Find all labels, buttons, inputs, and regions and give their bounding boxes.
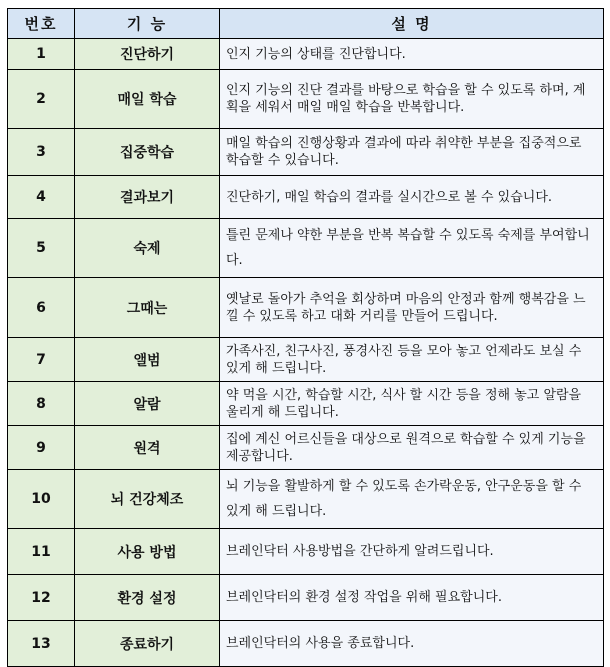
row-description: 옛날로 돌아가 추억을 회상하며 마음의 안정과 함께 행복감을 느낄 수 있도록 하고 대화 거리를 만들어 드립니다. <box>220 278 604 338</box>
row-function: 숙제 <box>75 219 220 278</box>
row-number: 4 <box>8 176 75 219</box>
row-description: 인지 기능의 진단 결과를 바탕으로 학습을 할 수 있도록 하며, 계획을 세워서 매일 매일 학습을 반복합니다. <box>220 70 604 129</box>
row-function: 매일 학습 <box>75 70 220 129</box>
row-number: 3 <box>8 129 75 176</box>
row-function: 앨범 <box>75 338 220 382</box>
table-row <box>8 278 604 338</box>
row-function: 원격 <box>75 426 220 470</box>
row-function: 알람 <box>75 382 220 426</box>
table-row <box>8 382 604 426</box>
row-function: 사용 방법 <box>75 529 220 575</box>
row-function: 결과보기 <box>75 176 220 219</box>
row-description: 가족사진, 친구사진, 풍경사진 등을 모아 놓고 언제라도 보실 수 있게 해 드립니다. <box>220 338 604 382</box>
table-row <box>8 219 604 278</box>
row-description: 진단하기, 매일 학습의 결과를 실시간으로 볼 수 있습니다. <box>220 176 604 219</box>
row-description: 약 먹을 시간, 학습할 시간, 식사 할 시간 등을 정해 놓고 알람을 울리게 해 드립니다. <box>220 382 604 426</box>
feature-table-container <box>7 8 603 667</box>
table-row <box>8 70 604 129</box>
row-number: 7 <box>8 338 75 382</box>
header-description: 설 명 <box>220 9 604 39</box>
row-number: 13 <box>8 621 75 667</box>
row-function: 환경 설정 <box>75 575 220 621</box>
table-row <box>8 39 604 70</box>
table-row <box>8 338 604 382</box>
row-description: 인지 기능의 상태를 진단합니다. <box>220 39 604 70</box>
row-description: 뇌 기능을 활발하게 할 수 있도록 손가락운동, 안구운동을 할 수 있게 해 드립니다. <box>220 470 604 529</box>
row-function: 뇌 건강체조 <box>75 470 220 529</box>
header-number: 번호 <box>8 9 75 39</box>
row-number: 10 <box>8 470 75 529</box>
table-row <box>8 176 604 219</box>
feature-table <box>7 8 604 667</box>
row-description: 매일 학습의 진행상황과 결과에 따라 취약한 부분을 집중적으로 학습할 수 있습니다. <box>220 129 604 176</box>
row-description: 틀린 문제나 약한 부분을 반복 복습할 수 있도록 숙제를 부여합니다. <box>220 219 604 278</box>
row-number: 11 <box>8 529 75 575</box>
row-function: 진단하기 <box>75 39 220 70</box>
row-description: 브레인닥터의 환경 설정 작업을 위해 필요합니다. <box>220 575 604 621</box>
row-number: 1 <box>8 39 75 70</box>
row-function: 그때는 <box>75 278 220 338</box>
row-number: 2 <box>8 70 75 129</box>
table-row <box>8 129 604 176</box>
table-row <box>8 470 604 529</box>
row-number: 9 <box>8 426 75 470</box>
row-description: 브레인닥터 사용방법을 간단하게 알려드립니다. <box>220 529 604 575</box>
row-function: 종료하기 <box>75 621 220 667</box>
table-row <box>8 575 604 621</box>
row-number: 5 <box>8 219 75 278</box>
row-number: 6 <box>8 278 75 338</box>
row-description: 집에 계신 어르신들을 대상으로 원격으로 학습할 수 있게 기능을 제공합니다. <box>220 426 604 470</box>
table-row <box>8 426 604 470</box>
row-number: 12 <box>8 575 75 621</box>
table-row <box>8 621 604 667</box>
header-function: 기 능 <box>75 9 220 39</box>
header-row <box>8 9 604 39</box>
row-number: 8 <box>8 382 75 426</box>
table-row <box>8 529 604 575</box>
row-description: 브레인닥터의 사용을 종료합니다. <box>220 621 604 667</box>
row-function: 집중학습 <box>75 129 220 176</box>
